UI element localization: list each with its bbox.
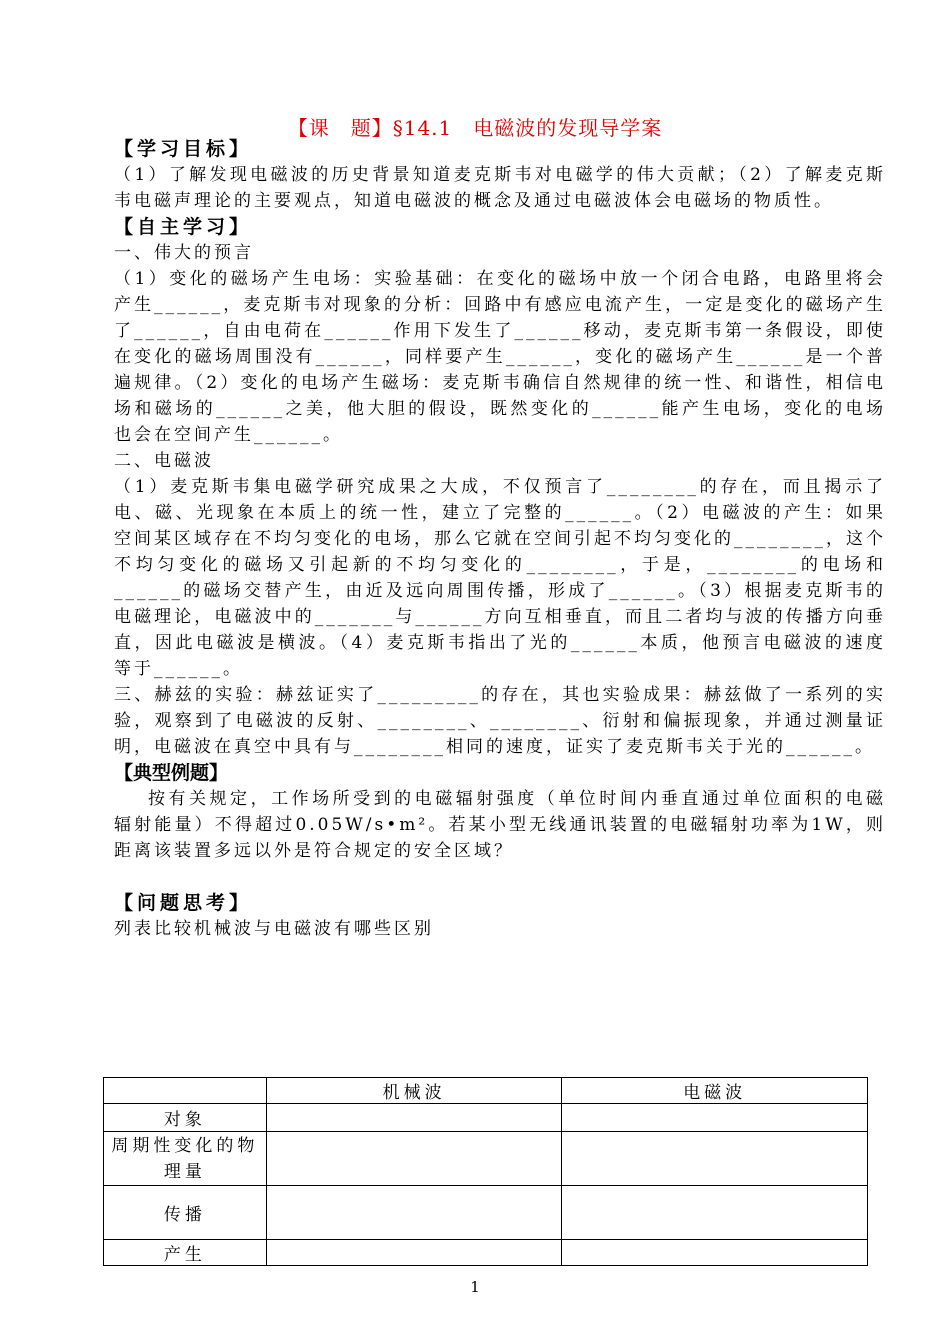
table-header-cell: 机械波 — [266, 1078, 562, 1104]
part1-text: （1）变化的磁场产生电场：实验基础：在变化的磁场中放一个闭合电路，电路里将会产生______，麦克斯韦对现象的分析：回路中有感应电流产生，一定是变化的磁场产生了______，自由电荷在______作用下发生了______移动，麦克斯韦第一条假设，即使在变化的磁场周围没有______，同样要产生______，变化的磁场产生______是一个普遍规律。（2）变化的电场产生磁场：麦克斯韦确信自然规律的统一性、和谐性，相信电场和磁场的______之美，他大胆的假设，既然变化的______能产生电场，变化的电场也会在空间产生______。 — [114, 269, 886, 445]
page-title: 【课 题】§14.1 电磁波的发现导学案 — [287, 116, 663, 140]
table-cell — [562, 1132, 868, 1186]
table-row — [104, 1240, 868, 1266]
table-cell — [266, 1132, 562, 1186]
part1-title: 一、伟大的预言 — [114, 243, 254, 263]
example-heading: 【典型例题】 — [114, 762, 229, 784]
comparison-table — [103, 1077, 868, 1266]
row-label: 对象 — [104, 1104, 267, 1132]
table-row — [104, 1132, 868, 1186]
row-label: 产生 — [104, 1240, 267, 1266]
objectives-heading: 【学习目标】 — [114, 138, 253, 160]
row-label: 传播 — [104, 1186, 267, 1240]
table-header-cell: 电磁波 — [562, 1078, 868, 1104]
table-row — [104, 1186, 868, 1240]
spacer — [114, 864, 886, 890]
table-cell — [562, 1104, 868, 1132]
table-row — [104, 1104, 868, 1132]
table-cell — [266, 1186, 562, 1240]
part3-text: 三、赫兹的实验：赫兹证实了_________的存在，其也实验成果：赫兹做了一系列的实验，观察到了电磁波的反射、________、________、衍射和偏振现象，并通过测量证明，电磁波在真空中具有与________相同的速度，证实了麦克斯韦关于光的______。 — [114, 685, 886, 757]
table-header-cell — [104, 1078, 267, 1104]
self-study-heading: 【自主学习】 — [114, 216, 253, 238]
table-cell — [266, 1104, 562, 1132]
objectives-text: （1）了解发现电磁波的历史背景知道麦克斯韦对电磁学的伟大贡献；（2）了解麦克斯韦电磁声理论的主要观点，知道电磁波的概念及通过电磁波体会电磁场的物质性。 — [114, 165, 886, 211]
table-cell — [562, 1186, 868, 1240]
thinking-text: 列表比较机械波与电磁波有哪些区别 — [114, 919, 434, 939]
example-text: 按有关规定，工作场所受到的电磁辐射强度（单位时间内垂直通过单位面积的电磁辐射能量）不得超过0.05W/s•m²。若某小型无线通讯装置的电磁辐射功率为1W，则距离该装置多远以外是符合规定的安全区域？ — [114, 789, 886, 861]
row-label: 周期性变化的物理量 — [104, 1132, 267, 1186]
table-header-row — [104, 1078, 868, 1104]
document-body — [114, 136, 886, 942]
thinking-heading: 【问题思考】 — [114, 892, 253, 914]
table-cell — [562, 1240, 868, 1266]
page-number: 1 — [470, 1278, 480, 1296]
table-cell — [266, 1240, 562, 1266]
part2-title: 二、电磁波 — [114, 451, 214, 471]
part2-text: （1）麦克斯韦集电磁学研究成果之大成，不仅预言了________的存在，而且揭示了电、磁、光现象在本质上的统一性，建立了完整的______。（2）电磁波的产生：如果空间某区域存在不均匀变化的电场，那么它就在空间引起不均匀变化的________，这个不均匀变化的磁场又引起新的不均匀变化的________，于是，________的电场和______的磁场交替产生，由近及远向周围传播，形成了______。（3）根据麦克斯韦的电磁理论，电磁波中的_______与______方向互相垂直，而且二者均与波的传播方向垂直，因此电磁波是横波。（4）麦克斯韦指出了光的______本质，他预言电磁波的速度等于______。 — [114, 477, 886, 679]
